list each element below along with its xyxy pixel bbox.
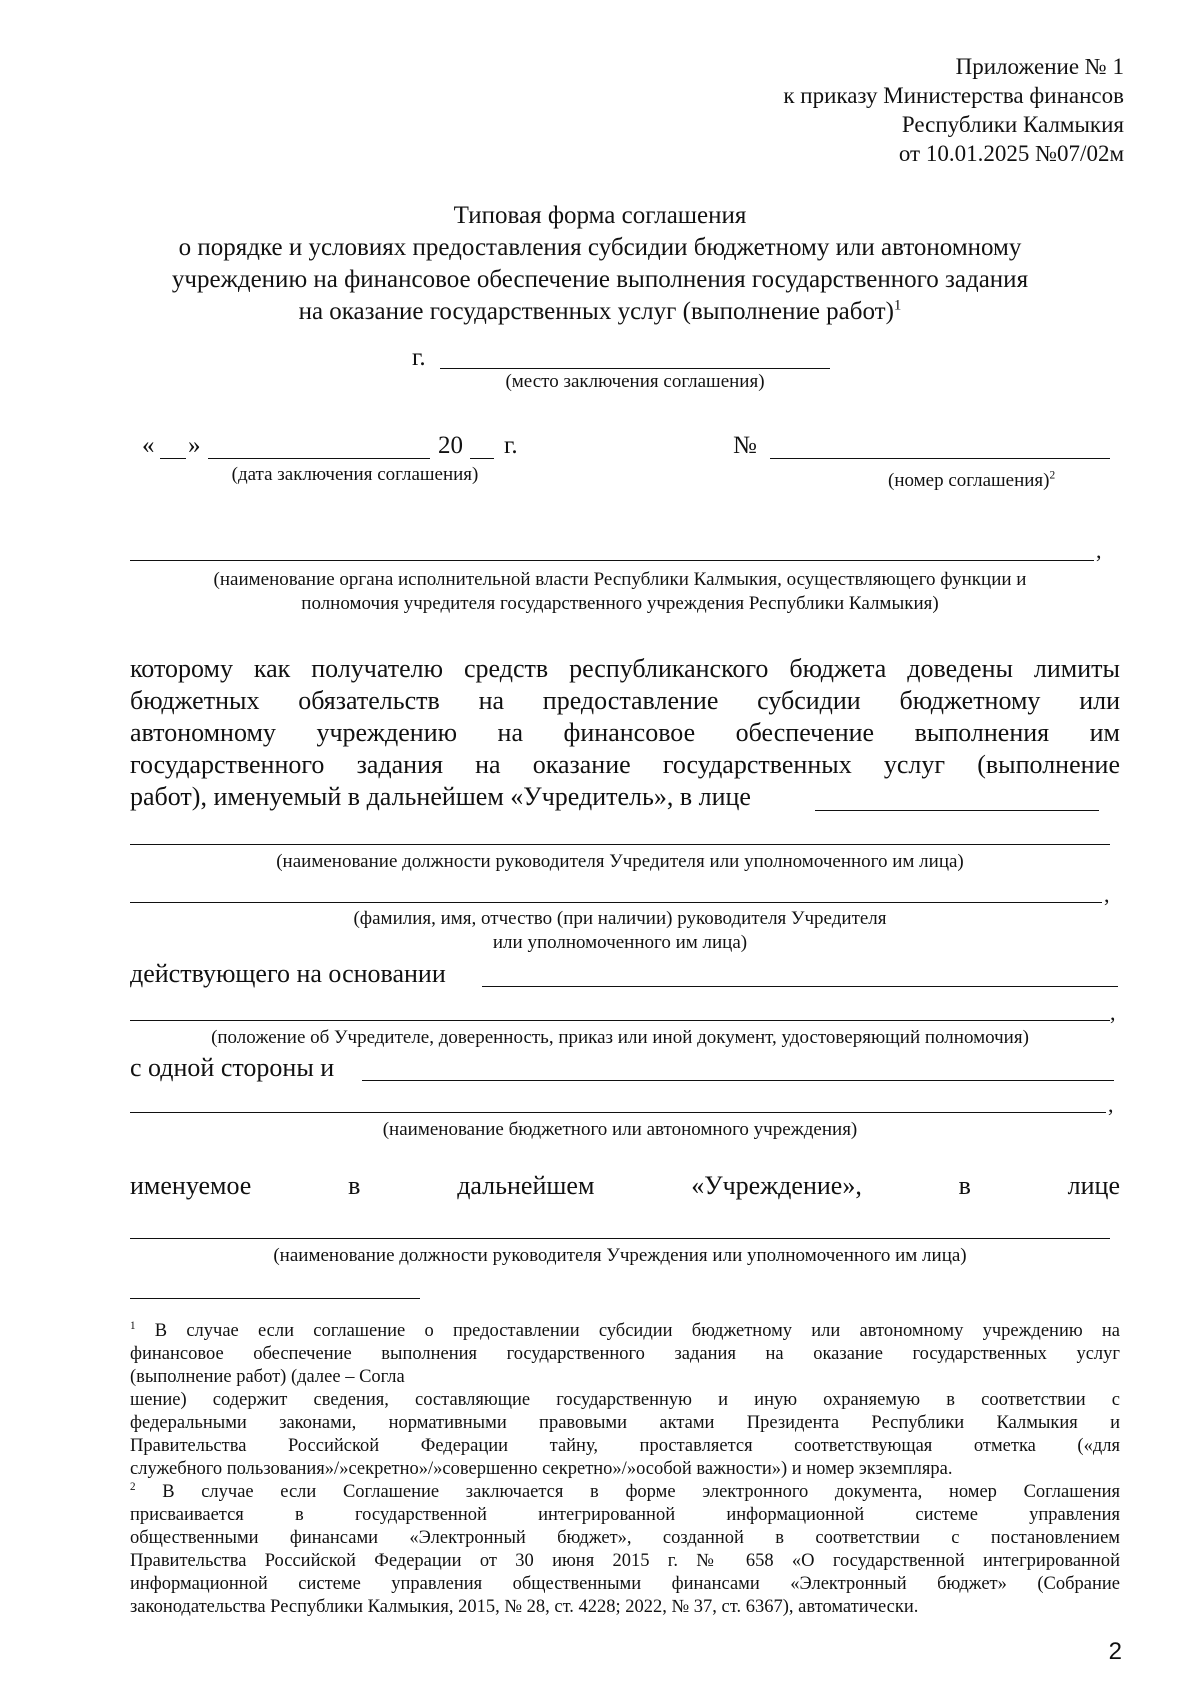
appendix-line: от 10.01.2025 №07/02м	[898, 141, 1124, 166]
date-open-quote: «	[142, 432, 155, 459]
date-year-prefix: 20	[438, 432, 463, 459]
footnote-2-line: законодательства Республики Калмыкия, 2015, № 28, ст. 4228; 2022, № 37, ст. 6367), автоматически.	[130, 1597, 919, 1617]
founder-head-position-line[interactable]	[130, 844, 1110, 845]
recipient-paragraph	[130, 653, 1120, 813]
footnote-2-line: общественными финансами «Электронный бюджет», созданной в соответствии с постановлением	[130, 1528, 1120, 1548]
place-hint: (место заключения соглашения)	[505, 371, 765, 392]
footnote-ref-2: 2	[1049, 469, 1056, 482]
comma: ,	[1104, 882, 1110, 907]
footnote-1-line: Правительства Российской Федерации тайну, проставляется соответствующая отметка («для	[130, 1436, 1120, 1456]
institution-hint: (наименование бюджетного или автономного учреждения)	[382, 1119, 858, 1140]
footnote-1-line: $^1$ В случае если соглашение о предоставлении субсидии бюджетному или автономному учреждению на	[130, 1319, 1121, 1341]
footnotes	[130, 1320, 1120, 1619]
title-line: учреждению на финансовое обеспечение выполнения государственного задания	[171, 266, 1029, 293]
place-input-line[interactable]	[440, 368, 830, 369]
basis-hint: (положение об Учредителе, доверенность, приказ или иной документ, удостоверяющий полномочия)	[211, 1027, 1029, 1048]
comma: ,	[1096, 538, 1102, 563]
footnote-separator	[130, 1298, 420, 1299]
institution-name-line[interactable]	[362, 1080, 1114, 1081]
number-sign: №	[733, 432, 757, 459]
founder-head-position-hint: (наименование должности руководителя Учредителя или уполномоченного им лица)	[276, 851, 964, 872]
footnote-2-line: информационной системе управления общественными финансами «Электронный бюджет» (Собрание	[130, 1574, 1120, 1594]
founder-head-name-hint: (фамилия, имя, отчество (при наличии) руководителя Учредителя или уполномоченного им лица)	[353, 908, 887, 953]
appendix-header	[604, 52, 1124, 168]
comma: ,	[1110, 1000, 1116, 1025]
footnote-1-line: служебного пользования»/»секретно»/»совершенно секретно»/»особой важности») и номер экземпляра.	[130, 1459, 953, 1479]
paragraph-line: автономному учреждению на финансовое обеспечение выполнения им	[130, 718, 1120, 747]
footnote-2-line: Правительства Российской Федерации от 30 июня 2015 г. № 658 «О государственной интегрированной	[130, 1551, 1120, 1571]
founder-representative-line[interactable]	[815, 810, 1099, 811]
paragraph-line: которому как получателю средств республиканского бюджета доведены лимиты	[130, 654, 1120, 683]
appendix-line: к приказу Министерства финансов	[783, 83, 1124, 108]
agreement-number-line[interactable]	[770, 458, 1110, 459]
title-line: о порядке и условиях предоставления субсидии бюджетному или автономному	[178, 234, 1022, 261]
founder-org-line[interactable]	[130, 560, 1094, 561]
founder-org-hint: (наименование органа исполнительной власти Республики Калмыкия, осуществляющего функции и полномочия учредителя государственного учреждения Республики Калмыкия)	[213, 569, 1027, 614]
date-close-quote: »	[188, 432, 201, 459]
footnote-1-line: финансовое обеспечение выполнения государственного задания на оказание государственных услуг	[130, 1344, 1120, 1364]
number-hint: (номер соглашения)$^2$	[888, 469, 1056, 491]
basis-line[interactable]	[482, 986, 1118, 987]
paragraph-line: государственного задания на оказание государственных услуг (выполнение	[130, 750, 1120, 779]
document-title	[100, 200, 1100, 328]
institution-name-line-2[interactable]	[130, 1112, 1106, 1113]
party-label: с одной стороны и	[130, 1053, 335, 1082]
footnote-2-line: присваивается в государственной интегрированной информационной системе управления	[130, 1505, 1120, 1525]
place-prefix: г.	[412, 344, 426, 371]
date-hint: (дата заключения соглашения)	[231, 464, 479, 485]
paragraph-line: работ), именуемый в дальнейшем «Учредитель», в лице	[130, 782, 751, 811]
institution-head-hint: (наименование должности руководителя Учреждения или уполномоченного им лица)	[273, 1245, 967, 1266]
date-day-line[interactable]	[160, 458, 186, 459]
paragraph-line: бюджетных обязательств на предоставление субсидии бюджетному или	[130, 686, 1120, 715]
institution-line: именуемое в дальнейшем «Учреждение», в лице	[130, 1171, 1120, 1200]
footnote-1-line: федеральными законами, нормативными правовыми актами Президента Республики Калмыкия и	[130, 1413, 1120, 1433]
institution-head-line[interactable]	[130, 1238, 1110, 1239]
footnote-ref-1: 1	[893, 297, 902, 314]
date-year-line[interactable]	[470, 458, 494, 459]
date-month-line[interactable]	[208, 458, 430, 459]
founder-head-name-line[interactable]	[130, 902, 1102, 903]
comma: ,	[1108, 1092, 1114, 1117]
basis-label: действующего на основании	[130, 959, 446, 988]
title-line: Типовая форма соглашения	[453, 202, 747, 229]
page-number: 2	[1108, 1638, 1122, 1665]
footnote-1-line: (выполнение работ) (далее – Согла	[130, 1367, 405, 1387]
footnote-2-line: $^2$ В случае если Соглашение заключается в форме электронного документа, номер Соглашения	[130, 1480, 1121, 1502]
basis-line-2[interactable]	[130, 1020, 1110, 1021]
date-year-suffix: г.	[504, 432, 518, 459]
appendix-line: Приложение № 1	[955, 54, 1124, 79]
appendix-line: Республики Калмыкия	[901, 112, 1124, 137]
title-line: на оказание государственных услуг (выполнение работ)$^1$	[298, 297, 902, 325]
footnote-1-line: шение) содержит сведения, составляющие государственную и иную охраняемую в соответствии с	[130, 1390, 1120, 1410]
